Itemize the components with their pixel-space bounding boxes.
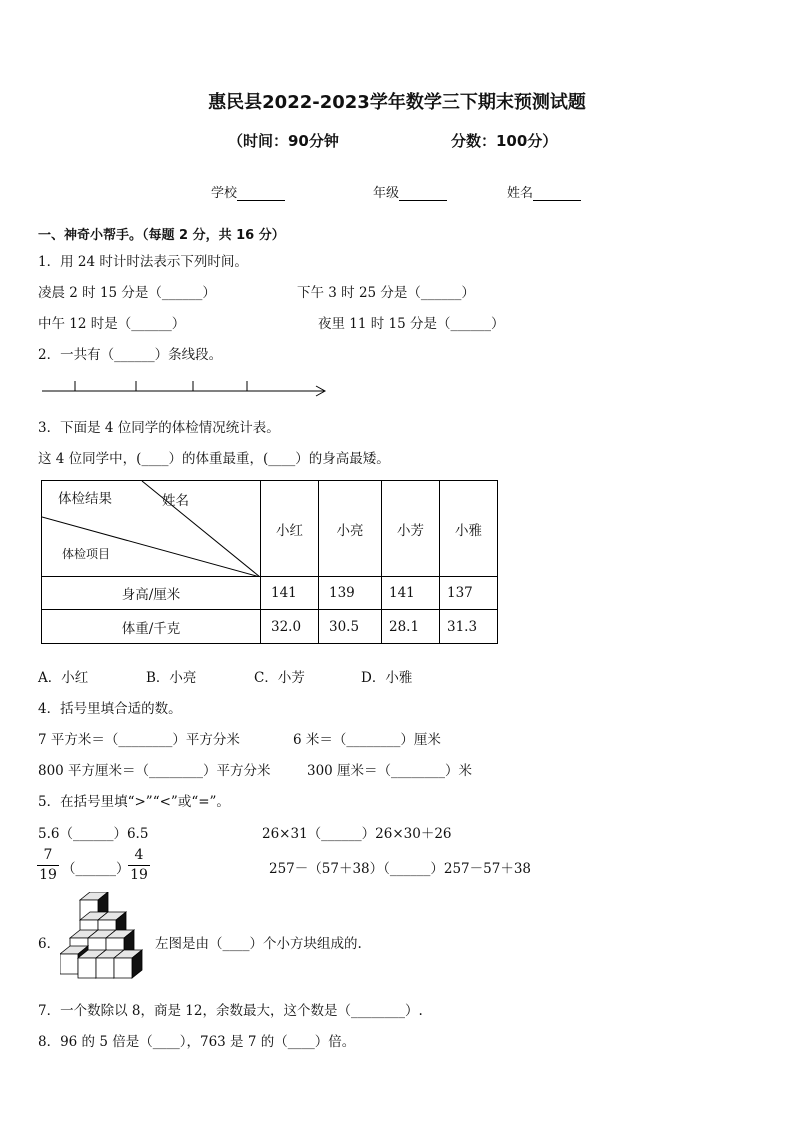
corner-item-label: 体检项目: [62, 547, 111, 561]
exam-time: （时间：90分钟: [228, 132, 339, 150]
grade-blank: [399, 187, 447, 201]
fraction-numerator: 7: [37, 846, 59, 866]
q4-a: 7 平方米＝（________）平方分米: [38, 732, 240, 748]
health-check-table: [41, 480, 498, 644]
name-field: [507, 182, 581, 201]
q1-a: 凌晨 2 时 15 分是（______）: [38, 285, 216, 301]
cube-stack-figure: [60, 892, 154, 984]
table-header-name: 小芳: [382, 481, 440, 577]
corner-result-label: 体检结果: [58, 491, 112, 507]
page-title: 惠民县2022-2023学年数学三下期末预测试题: [208, 92, 586, 113]
table-cell: 141: [261, 577, 319, 610]
table-header-name: 小雅: [440, 481, 498, 577]
school-field: [211, 182, 285, 201]
table-cell: 139: [319, 577, 382, 610]
grade-field: [373, 182, 447, 201]
table-cell: 32.0: [261, 610, 319, 644]
table-cell: 137: [440, 577, 498, 610]
name-label: 姓名: [507, 186, 534, 201]
q3-option-b: B．小亮: [146, 670, 197, 686]
q5-stem: 5．在括号里填“>”“<”或“=”。: [38, 794, 230, 810]
exam-score: 分数：100分）: [451, 132, 558, 150]
q4-d: 300 厘米＝（________）米: [307, 763, 473, 779]
table-corner-cell: [42, 481, 261, 577]
fraction-denominator: 19: [39, 867, 57, 883]
fraction-denominator: 19: [130, 867, 148, 883]
fraction-7-19: [37, 846, 59, 885]
fraction-4-19: [128, 846, 150, 885]
q1-b: 下午 3 时 25 分是（______）: [297, 285, 475, 301]
q3-stem: 3．下面是 4 位同学的体检情况统计表。: [38, 420, 280, 436]
school-label: 学校: [211, 186, 238, 201]
name-blank: [533, 187, 581, 201]
q6-number: 6．: [38, 936, 61, 952]
q4-b: 6 米＝（________）厘米: [293, 732, 441, 748]
q8-text: 8．96 的 5 倍是（____），763 是 7 的（____）倍。: [38, 1034, 356, 1050]
section-heading: 一、神奇小帮手。（每题 2 分，共 16 分）: [38, 228, 285, 243]
table-cell: 31.3: [440, 610, 498, 644]
q1-d: 夜里 11 时 15 分是（______）: [318, 316, 505, 332]
q2-stem: 2．一共有（______）条线段。: [38, 347, 223, 363]
row-label: 身高/厘米: [42, 577, 261, 610]
q5-d: 257－（57＋38）（______）257－57＋38: [269, 861, 531, 877]
q5-a: 5.6（______）6.5: [38, 826, 149, 842]
table-row: [42, 577, 498, 610]
table-cell: 30.5: [319, 610, 382, 644]
q3-question: 这 4 位同学中，(____）的体重最重，(____）的身高最矮。: [38, 451, 390, 467]
row-label: 体重/千克: [42, 610, 261, 644]
q6-text: 左图是由（____）个小方块组成的.: [155, 936, 362, 952]
q3-option-c: C．小芳: [254, 670, 305, 686]
table-cell: 141: [382, 577, 440, 610]
q7-text: 7．一个数除以 8，商是 12，余数最大，这个数是（________）.: [38, 1003, 423, 1019]
ray-line-figure: [40, 376, 330, 398]
corner-name-label: 姓名: [162, 493, 189, 509]
table-header-name: 小亮: [319, 481, 382, 577]
q3-option-d: D．小雅: [361, 670, 413, 686]
q4-c: 800 平方厘米＝（________）平方分米: [38, 763, 271, 779]
table-row: [42, 610, 498, 644]
q4-stem: 4．括号里填合适的数。: [38, 701, 182, 717]
fraction-numerator: 4: [128, 846, 150, 866]
table-header-name: 小红: [261, 481, 319, 577]
school-blank: [237, 187, 285, 201]
table-cell: 28.1: [382, 610, 440, 644]
q5-b: 26×31（______）26×30＋26: [262, 826, 452, 842]
q1-stem: 1．用 24 时计时法表示下列时间。: [38, 254, 248, 270]
q3-option-a: A．小红: [38, 670, 89, 686]
grade-label: 年级: [373, 186, 400, 201]
q5-fraction-blank: （______）: [62, 861, 130, 877]
q1-c: 中午 12 时是（______）: [38, 316, 186, 332]
